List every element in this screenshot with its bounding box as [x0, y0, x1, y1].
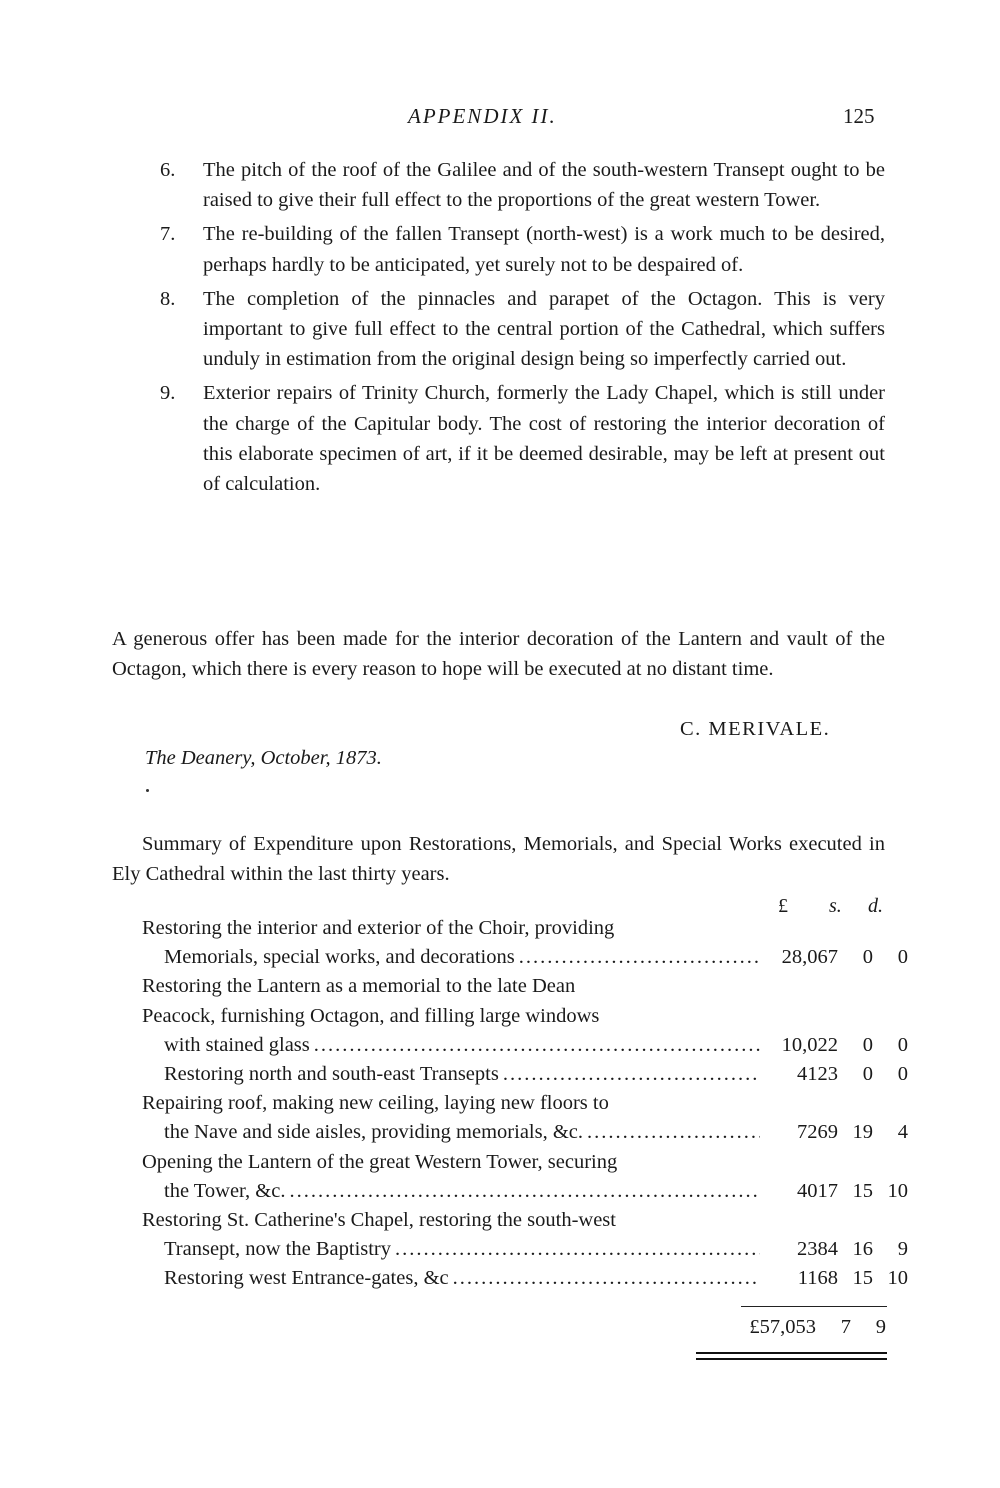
row-last-line-text: Transept, now the Baptistry [164, 1238, 392, 1261]
row-description [142, 1148, 764, 1206]
dot-leader [314, 1031, 760, 1060]
row-line: Restoring the Lantern as a memorial to the late Dean [142, 975, 576, 998]
dot-leader [289, 1177, 760, 1206]
numbered-list [160, 155, 885, 503]
double-rule-top [696, 1352, 887, 1354]
ink-speck [146, 789, 149, 792]
shillings-cell: 15 [852, 1179, 873, 1202]
row-last-line [164, 1031, 764, 1060]
row-amount [764, 1060, 908, 1089]
table-row [142, 1060, 908, 1089]
pence-cell: 10 [887, 1179, 908, 1202]
total-shillings: 7 [840, 1316, 851, 1338]
pounds-cell: 7269 [797, 1121, 838, 1144]
signature: C. MERIVALE. [680, 718, 831, 740]
list-item-number: 9. [160, 382, 176, 405]
shillings-cell: 19 [852, 1121, 873, 1144]
running-title: APPENDIX II. [408, 104, 557, 128]
page-header [0, 104, 1000, 134]
row-last-line-text: Restoring north and south-east Transepts [164, 1063, 499, 1086]
row-last-line [164, 1118, 764, 1147]
row-last-line-text: the Nave and side aisles, providing memorials, &c. [164, 1121, 584, 1144]
row-amount [764, 1264, 908, 1293]
row-amount [764, 1031, 908, 1060]
pence-cell: 10 [887, 1267, 908, 1290]
list-item-text: The pitch of the roof of the Galilee and of the south-western Transept ought to be raised to give their full effect to the proportions of the great western Tower. [203, 159, 885, 212]
table-row [142, 914, 908, 972]
list-item [160, 155, 885, 215]
row-description [142, 1089, 764, 1147]
total-row [742, 1316, 886, 1339]
table-row [142, 1089, 908, 1147]
row-line: Opening the Lantern of the great Western Tower, securing [142, 1150, 618, 1173]
pence-cell: 0 [897, 1063, 908, 1086]
pence-column-header: d. [868, 895, 883, 917]
list-item [160, 378, 885, 499]
list-item-number: 6. [160, 159, 176, 181]
shillings-cell: 16 [852, 1238, 873, 1261]
total-pence: 9 [875, 1316, 886, 1338]
row-line: Restoring the interior and exterior of the Choir, providing [142, 917, 615, 939]
table-row [142, 972, 908, 1060]
total-pounds: £57,053 [749, 1316, 816, 1338]
shillings-cell: 0 [862, 1063, 873, 1086]
row-line: Peacock, furnishing Octagon, and filling large windows [142, 1004, 600, 1027]
row-last-line-text: the Tower, &c. [164, 1179, 286, 1202]
row-last-line-text: Restoring west Entrance-gates, &c [164, 1267, 449, 1290]
list-item-number: 7. [160, 223, 176, 246]
dot-leader [587, 1118, 760, 1147]
row-amount [764, 1177, 908, 1206]
row-last-line [164, 1177, 764, 1206]
total-rule [741, 1306, 887, 1307]
pounds-cell: 10,022 [781, 1033, 838, 1056]
row-description [142, 914, 764, 972]
row-line: Restoring St. Catherine's Chapel, restoring the south-west [142, 1209, 616, 1232]
table-row [142, 1264, 908, 1293]
shillings-column-header: s. [829, 895, 842, 917]
pounds-cell: 1168 [797, 1267, 838, 1290]
expenditure-table [142, 914, 908, 1294]
dot-leader [395, 1235, 760, 1264]
row-last-line [164, 943, 764, 972]
dot-leader [453, 1264, 760, 1293]
double-rule-bottom [696, 1358, 887, 1360]
row-last-line-text: with stained glass [164, 1033, 310, 1056]
pounds-cell: 4123 [797, 1063, 838, 1086]
list-item-text: The completion of the pinnacles and parapet of the Octagon. This is very important to give full effect to the central portion of the Cathedral, which suffers unduly in estimation from the original design being so imperfectly carried out. [203, 287, 885, 371]
pounds-column-header: £ [778, 895, 788, 917]
row-amount [764, 1235, 908, 1264]
list-item [160, 284, 885, 375]
row-last-line [164, 1235, 764, 1264]
summary-heading: Summary of Expenditure upon Restorations, Memorials, and Special Works executed in Ely Cathedral within the last thirty years. [112, 833, 885, 886]
pence-cell: 0 [897, 1033, 908, 1056]
table-row [142, 1206, 908, 1264]
row-amount [764, 1118, 908, 1147]
pounds-cell: 2384 [797, 1238, 838, 1261]
row-description [142, 1206, 764, 1264]
list-item [160, 219, 885, 279]
row-description [142, 972, 764, 1060]
row-last-line-text: Memorials, special works, and decorations [164, 946, 515, 969]
pence-cell: 9 [897, 1238, 908, 1261]
list-item-number: 8. [160, 287, 176, 310]
dot-leader [503, 1060, 760, 1089]
list-item-text: Exterior repairs of Trinity Church, formerly the Lady Chapel, which is still under the charge of the Capitular body. The cost of restoring the interior decoration of this elaborate specimen of art, if it be deemed desirable, may be left at present out of calculation. [203, 382, 885, 496]
pounds-cell: 4017 [797, 1179, 838, 1202]
row-last-line [164, 1060, 764, 1089]
row-amount [764, 943, 908, 972]
list-item-text: The re-building of the fallen Transept (north-west) is a work much to be desired, perhaps hardly to be anticipated, yet surely not to be despaired of. [203, 223, 885, 276]
row-line: Repairing roof, making new ceiling, laying new floors to [142, 1092, 609, 1115]
pence-cell: 0 [897, 946, 908, 969]
row-description [142, 1264, 764, 1293]
pence-cell: 4 [897, 1121, 908, 1144]
shillings-cell: 15 [852, 1267, 873, 1290]
shillings-cell: 0 [862, 1033, 873, 1056]
dateline: The Deanery, October, 1873. [145, 747, 382, 769]
table-row [142, 1148, 908, 1206]
shillings-cell: 0 [862, 946, 873, 969]
dot-leader [519, 943, 760, 972]
closing-paragraph: A generous offer has been made for the interior decoration of the Lantern and vault of the Octagon, which there is every reason to hope will be executed at no distant time. [112, 628, 885, 681]
pounds-cell: 28,067 [781, 946, 838, 969]
row-last-line [164, 1264, 764, 1293]
page-number: 125 [843, 104, 875, 128]
row-description [142, 1060, 764, 1089]
